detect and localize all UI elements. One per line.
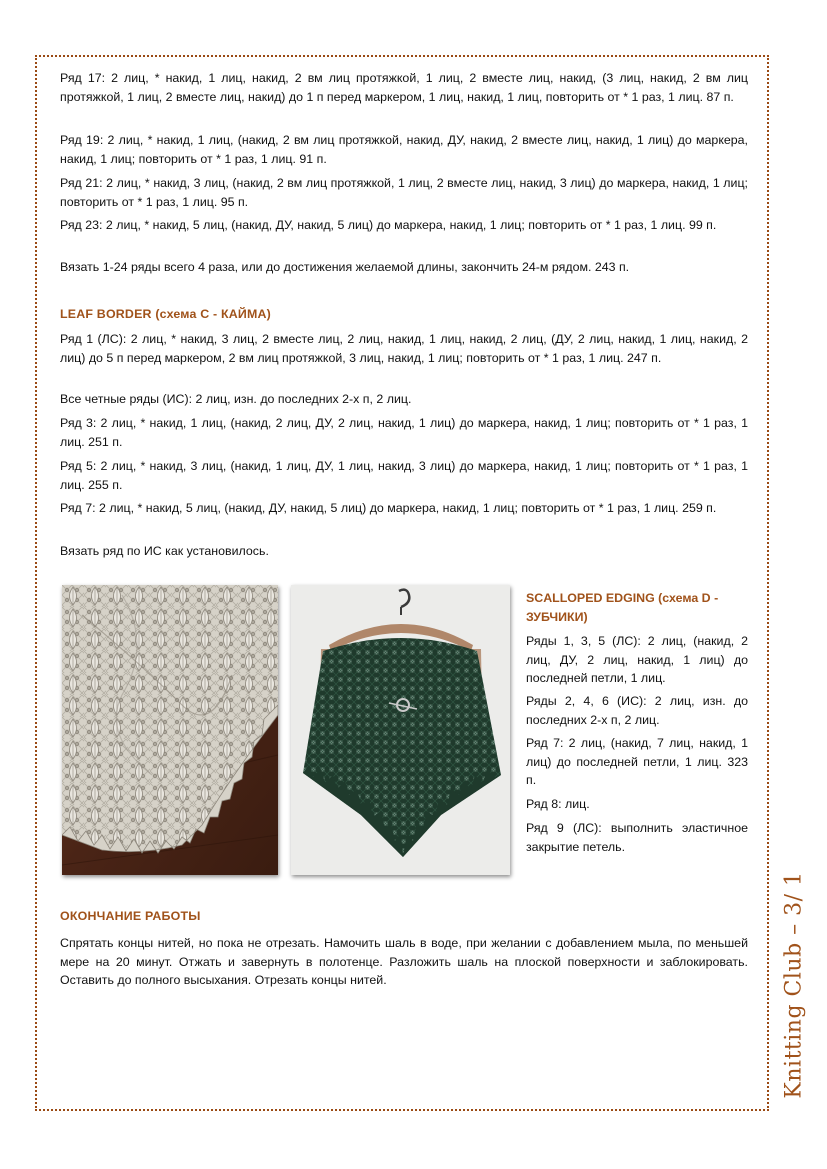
leaf-row-1: Ряд 1 (ЛС): 2 лиц, * накид, 3 лиц, 2 вместе лиц, 2 лиц, накид, 1 лиц, накид, 2 лиц, (ДУ, 2 лиц, накид, 1 лиц, накид, 2 лиц) до 5 п перед маркером, 2 вм лиц протяжкой, 3 лиц, накид, 1 лиц; повторить от * 1 раз, 1 лиц. 247 п. (60, 332, 748, 365)
leaf-row-3: Ряд 3: 2 лиц, * накид, 1 лиц, (накид, 2 лиц, ДУ, 2 лиц, накид, 1 лиц) до маркера, накид, 1 лиц; повторить от * 1 раз, 1 лиц. 251 п. (60, 416, 748, 449)
scalloped-rows-1-3-5: Ряды 1, 3, 5 (ЛС): 2 лиц, (накид, 2 лиц, ДУ, 2 лиц, накид, 1 лиц) до последней петли, 1 лиц. (526, 634, 748, 686)
row-21-text: Ряд 21: 2 лиц, * накид, 3 лиц, (накид, 2 вм лиц протяжкой, 1 лиц, 2 вместе лиц, накид, 3 лиц) до маркера, накид, 1 лиц; повторить от * 1 раз, 1 лиц. 95 п. (60, 176, 748, 209)
finishing-heading: ОКОНЧАНИЕ РАБОТЫ (60, 909, 201, 923)
scalloped-row-9: Ряд 9 (ЛС): выполнить эластичное закрытие петель. (526, 821, 748, 854)
leaf-row-7: Ряд 7: 2 лиц, * накид, 5 лиц, (накид, ДУ, накид, 5 лиц) до маркера, накид, 1 лиц; повторить от * 1 раз, 1 лиц. 259 п. (60, 501, 717, 515)
scalloped-rows-2-4-6: Ряды 2, 4, 6 (ИС): 2 лиц, изн. до последних 2-х п, 2 лиц. (526, 694, 748, 727)
finishing-text: Спрятать концы нитей, но пока не отрезать. Намочить шаль в воде, при желании с добавлением мыла, по меньшей мере на 20 минут. Отжать и завернуть в полотенце. Разложить шаль на плоской поверхности и заблокировать. Оставить до полного высыхания. Отрезать концы нитей. (60, 936, 748, 988)
row-17-text: Ряд 17: 2 лиц, * накид, 1 лиц, накид, 2 вм лиц протяжкой, 1 лиц, 2 вместе лиц, накид, (3 лиц, накид, 2 вм лиц протяжкой, 1 лиц, 2 вместе лиц, накид) до 1 п перед маркером, 1 лиц, накид, 1 лиц, повторить от * 1 раз, 1 лиц. 87 п. (60, 71, 748, 104)
row-19-text: Ряд 19: 2 лиц, * накид, 1 лиц, (накид, 2 вм лиц протяжкой, накид, ДУ, накид, 2 вместе лиц, накид, 1 лиц) до маркера, накид, 1 лиц; повторить от * 1 раз, 1 лиц. 91 п. (60, 133, 748, 166)
sidebar-label (771, 871, 817, 1099)
green-shawl-photo (291, 585, 510, 875)
scalloped-heading: SCALLOPED EDGING (схема D - ЗУБЧИКИ) (526, 591, 719, 624)
sidebar-label-text: Knitting Club – 3/ 1 (781, 871, 807, 1099)
leaf-even-rows: Все четные ряды (ИС): 2 лиц, изн. до последних 2-х п, 2 лиц. (60, 392, 412, 406)
leaf-final-row: Вязать ряд по ИС как установилось. (60, 544, 269, 558)
row-23-text: Ряд 23: 2 лиц, * накид, 5 лиц, (накид, ДУ, накид, 5 лиц) до маркера, накид, 1 лиц; повторить от * 1 раз, 1 лиц. 99 п. (60, 218, 717, 232)
repeat-instruction: Вязать 1-24 ряды всего 4 раза, или до достижения желаемой длины, закончить 24-м рядом. 243 п. (60, 260, 630, 274)
scalloped-row-8: Ряд 8: лиц. (526, 797, 590, 811)
grey-shawl-photo (62, 585, 278, 875)
leaf-border-heading: LEAF BORDER (схема С - КАЙМА) (60, 307, 272, 321)
scalloped-row-7: Ряд 7: 2 лиц, (накид, 7 лиц, накид, 1 лиц) до последней петли, 1 лиц. 323 п. (526, 736, 748, 788)
leaf-row-5: Ряд 5: 2 лиц, * накид, 3 лиц, (накид, 1 лиц, ДУ, 1 лиц, накид, 3 лиц) до маркера, накид, 1 лиц; повторить от * 1 раз, 1 лиц. 255 п. (60, 459, 748, 492)
